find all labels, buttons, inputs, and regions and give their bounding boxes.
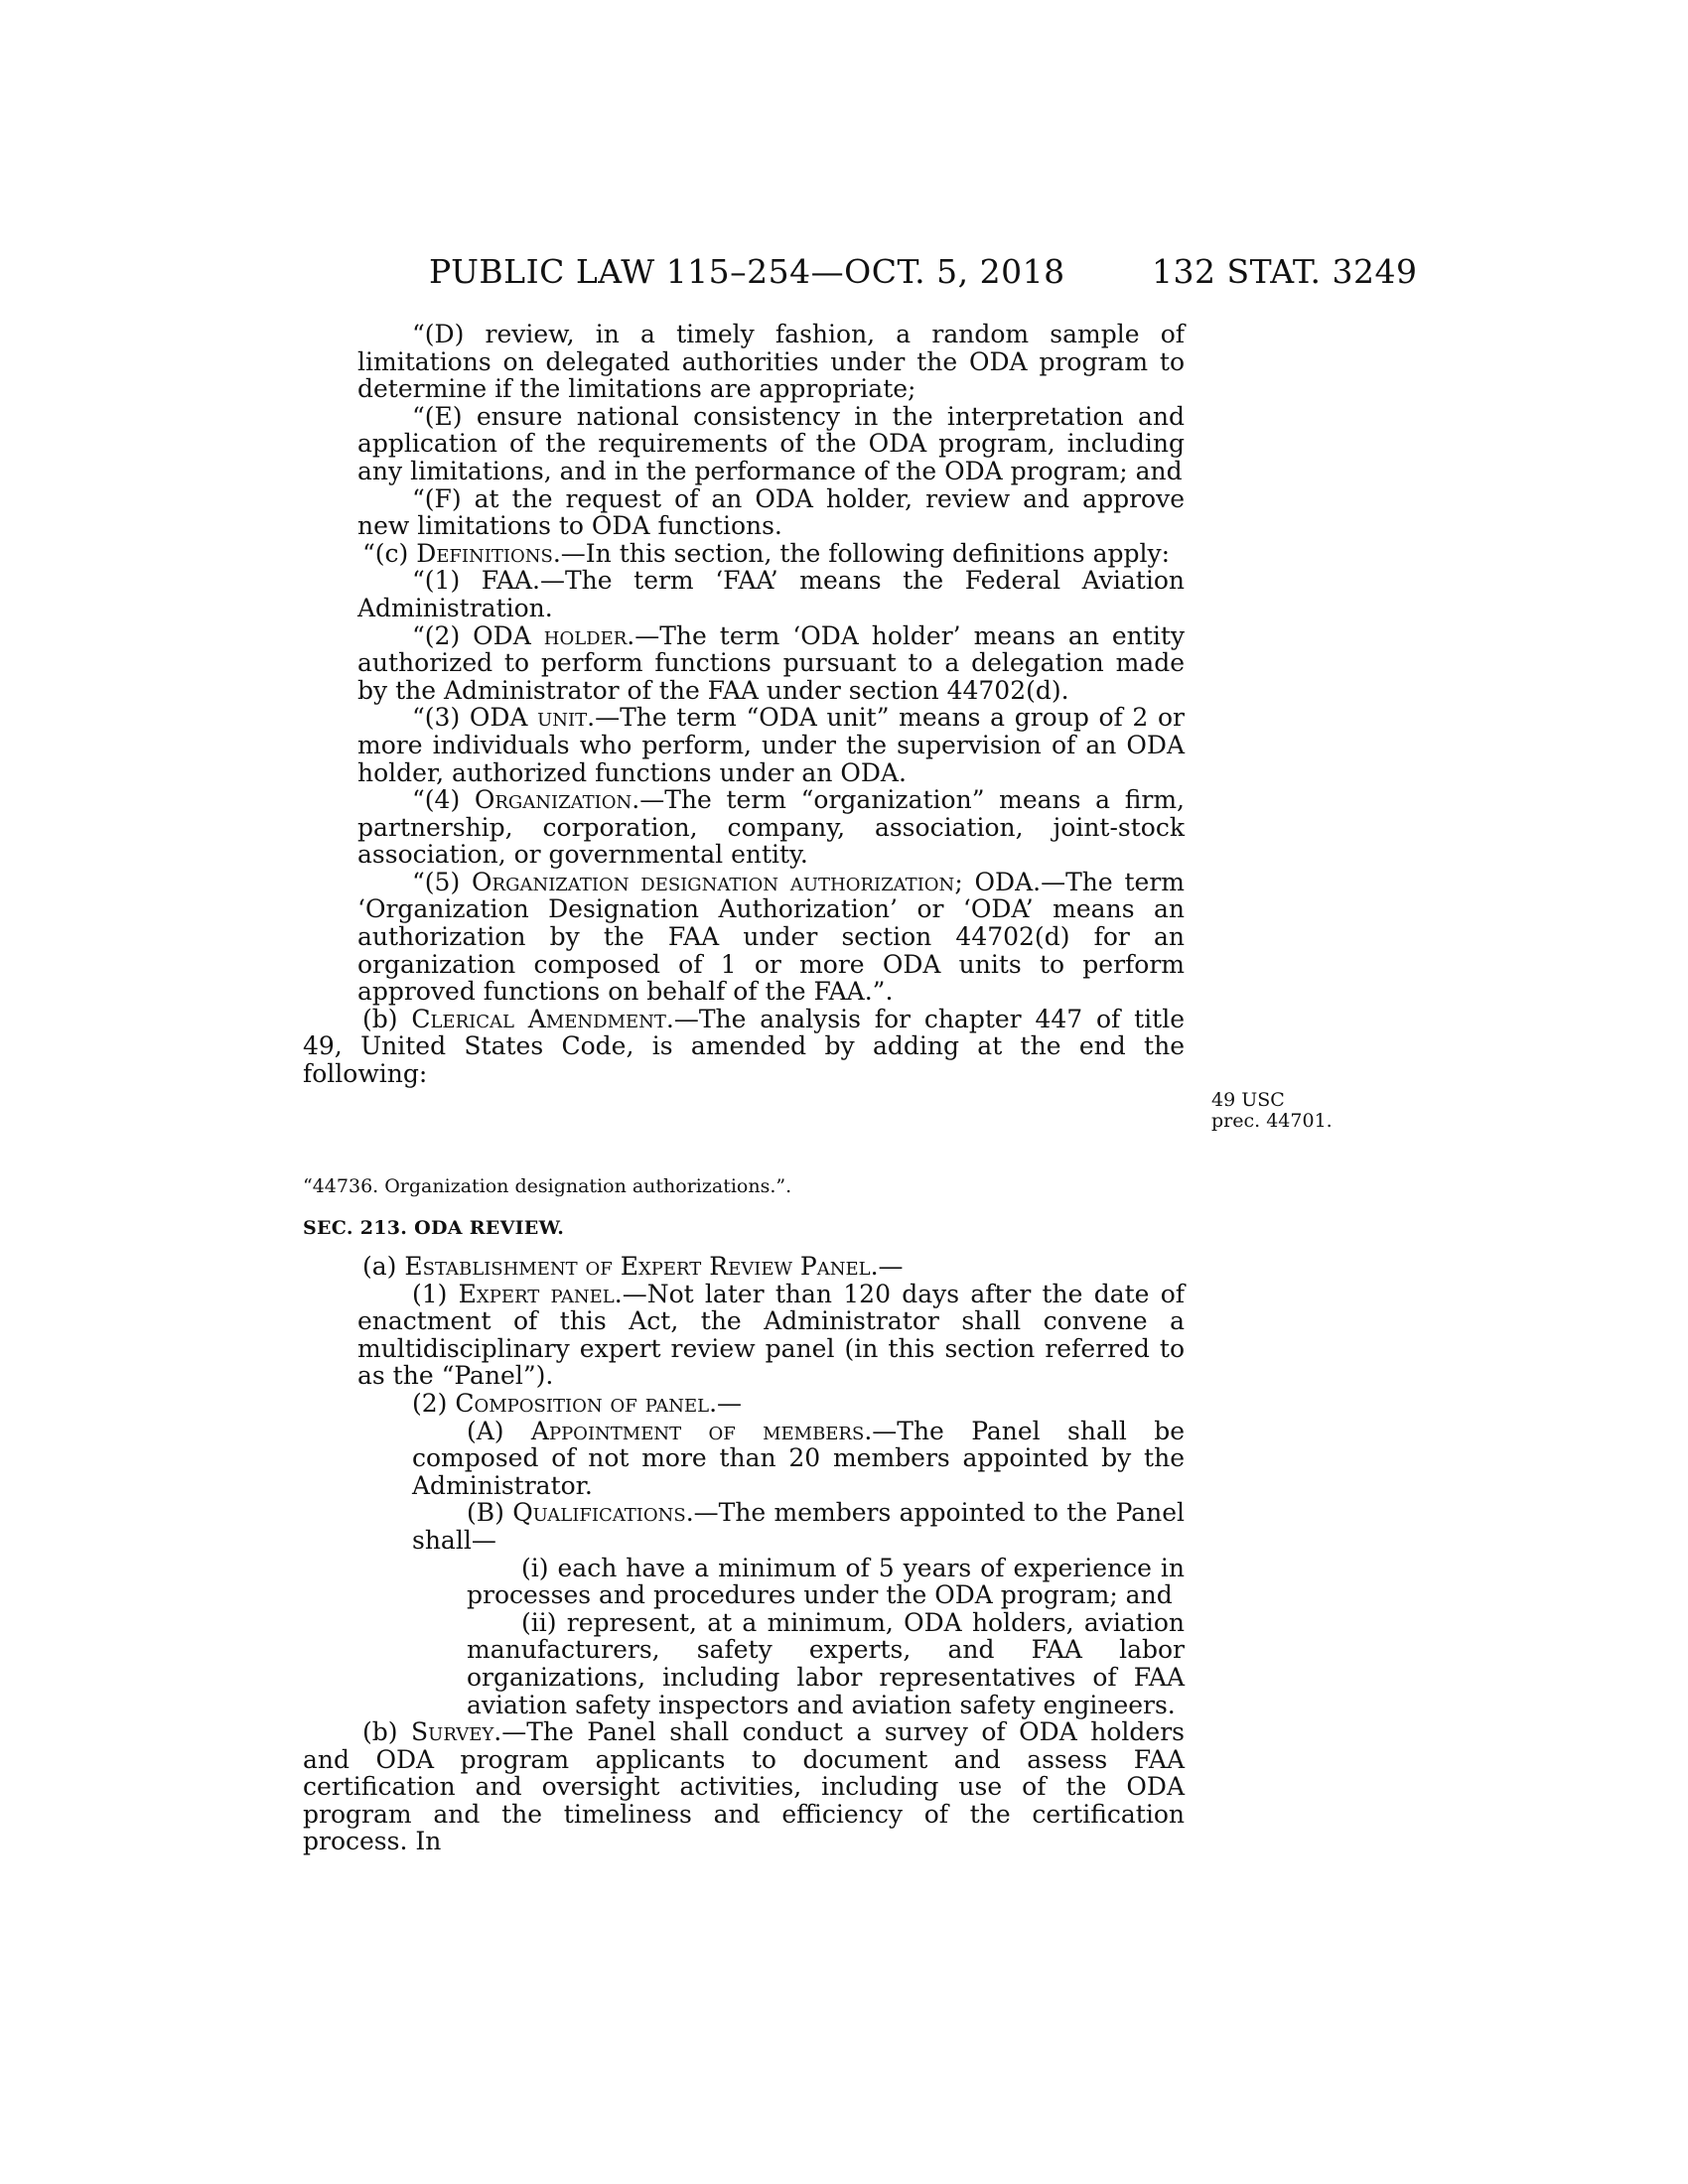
definition-3-heading: unit [537, 703, 588, 733]
definition-5 [303, 869, 1185, 1006]
subsection-b-survey [303, 1718, 1185, 1855]
margin-note-line-2: prec. 44701. [1211, 1110, 1333, 1132]
subsection-b-text: .—The analysis for chapter 447 of title 49, United States Code, is amended by adding at the end the following: [303, 1004, 1185, 1089]
subsection-c-heading: Definitions [416, 538, 553, 568]
subsection-c-text: .—In this section, the following definitions apply: [552, 538, 1171, 568]
subsection-b-survey-text: .—The Panel shall conduct a survey of ODA holders and ODA program applicants to document and assess FAA certification and oversight activities, including use of the ODA program and the timeliness and efficiency of the certification process. In [303, 1717, 1185, 1856]
paragraph-e: “(E) ensure national consistency in the interpretation and application of the requirements of the ODA program, including any limitations, and in the performance of the ODA program; and [357, 401, 1185, 485]
definition-5-number: “(5) [412, 867, 473, 896]
subsection-a [303, 1253, 1185, 1281]
definition-4-number: “(4) [412, 785, 475, 815]
subparagraph-B-heading: Qualifications [512, 1498, 686, 1528]
paragraph-a2-number: (2) [412, 1388, 456, 1418]
section-212-continued [303, 321, 1185, 1088]
paragraph-a1-text: .—Not later than 120 days after the date of enactment of this Act, the Administrator shall convene a multidisciplinary expert review panel (in this section referred to as the “Panel”). [357, 1279, 1185, 1391]
subsection-a-tail: .— [870, 1252, 904, 1281]
definition-2 [303, 622, 1185, 705]
subparagraph-A-heading: Appointment of members [530, 1416, 865, 1445]
paragraph-a2-heading: Composition of panel [455, 1388, 710, 1418]
definition-3-number: “(3) ODA [412, 703, 538, 733]
subparagraph-A [303, 1418, 1185, 1500]
definition-4-text: .—The term “organization” means a firm, partnership, corporation, company, association, joint-stock association, or governmental entity. [357, 785, 1185, 870]
section-213-heading: SEC. 213. ODA REVIEW. [303, 1217, 565, 1239]
definition-2-number: “(2) ODA [412, 620, 544, 650]
definition-5-text: .—The term ‘Organization Designation Authorization’ or ‘ODA’ means an authorization by the FAA under section 44702(d) for an organization composed of 1 or more ODA units to perform approved functions on behalf of the FAA.”. [357, 867, 1185, 1007]
subsection-b-number: (b) [362, 1004, 412, 1033]
definition-3 [303, 704, 1185, 786]
subparagraph-A-text: .—The Panel shall be composed of not more than 20 members appointed by the Administrator. [412, 1416, 1185, 1500]
subsection-b-survey-number: (b) [362, 1717, 412, 1747]
clause-i: (i) each have a minimum of 5 years of experience in processes and procedures under the ODA program; and [467, 1553, 1185, 1610]
paragraph-f: “(F) at the request of an ODA holder, review and approve new limitations to ODA functions. [357, 483, 1185, 541]
paragraph-a2-tail: .— [709, 1388, 743, 1418]
margin-note-citation [1211, 1090, 1350, 1132]
definition-3-text: .—The term “ODA unit” means a group of 2 or more individuals who perform, under the supervision of an ODA holder, authorized functions under an ODA. [357, 703, 1185, 787]
definition-1: “(1) FAA.—The term ‘FAA’ means the Federal Aviation Administration. [357, 566, 1185, 622]
paragraph-a1-number: (1) [412, 1279, 459, 1308]
subsection-c [303, 540, 1185, 568]
clause-ii: (ii) represent, at a minimum, ODA holders, aviation manufacturers, safety experts, and FAA labor organizations, including labor representatives of FAA aviation safety inspectors and aviation safety engineers. [467, 1607, 1185, 1719]
statute-page-number: 132 STAT. 3249 [1152, 252, 1418, 291]
subparagraph-A-number: (A) [467, 1416, 531, 1445]
subsection-a-heading: Establishment of Expert Review Panel [404, 1252, 871, 1281]
table-of-sections-amendment: “44736. Organization designation authorizations.”. [303, 1175, 792, 1197]
definition-5-heading-oda: ; ODA [954, 867, 1034, 896]
margin-note-line-1: 49 USC [1211, 1089, 1285, 1111]
paragraph-a2 [303, 1390, 1185, 1418]
subparagraph-B-number: (B) [467, 1498, 513, 1528]
subsection-b-clerical [303, 1006, 1185, 1088]
subparagraph-B [303, 1499, 1185, 1554]
section-213-body [303, 1253, 1185, 1855]
paragraph-a1-heading: Expert panel [458, 1279, 615, 1308]
running-head: PUBLIC LAW 115–254—OCT. 5, 2018 [429, 252, 1065, 291]
subsection-b-heading: Clerical Amendment [411, 1004, 666, 1033]
definition-2-heading: holder [543, 620, 628, 650]
definition-2-text: .—The term ‘ODA holder’ means an entity authorized to perform functions pursuant to a delegation made by the Administrator of the FAA under section 44702(d). [357, 620, 1185, 705]
definition-4 [303, 786, 1185, 869]
subsection-a-number: (a) [362, 1252, 405, 1281]
paragraph-d: “(D) review, in a timely fashion, a random sample of limitations on delegated authorities under the ODA program to determine if the limitations are appropriate; [357, 320, 1185, 404]
subsection-c-number: “(c) [362, 538, 417, 568]
definition-5-heading: Organization designation authorization [472, 867, 955, 896]
subparagraph-B-text: .—The members appointed to the Panel shall— [412, 1498, 1185, 1555]
definition-4-heading: Organization [474, 785, 633, 815]
subsection-b-survey-heading: Survey [411, 1717, 494, 1747]
paragraph-a1 [303, 1281, 1185, 1390]
